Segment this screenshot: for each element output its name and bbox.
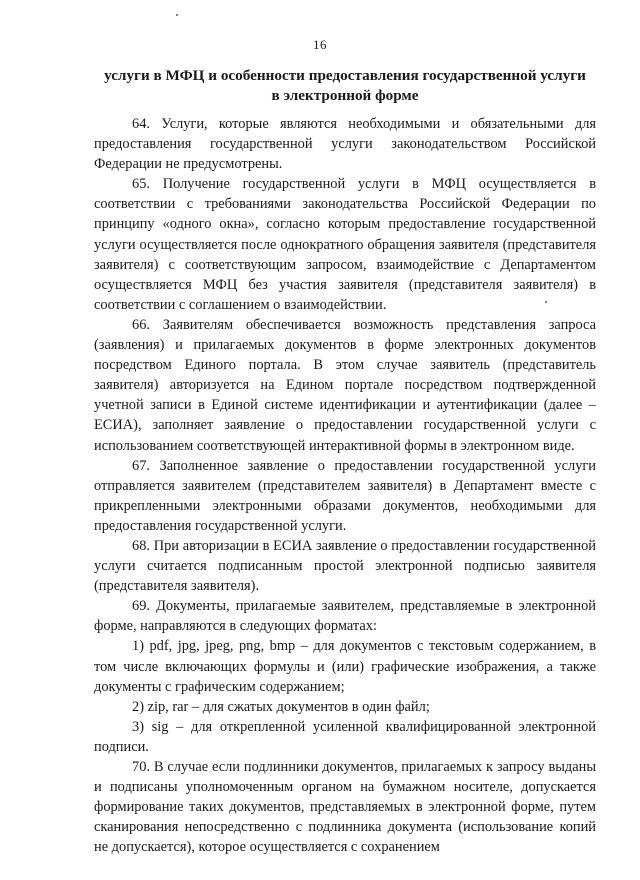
section-heading-line-1: услуги в МФЦ и особенности предоставления государственной услуги	[104, 67, 586, 84]
paragraph-70: 70. В случае если подлинники документов, прилагаемых к запросу выданы и подписаны уполномоченным органом на бумажном носителе, допускается формирование таких документов, представляемых в электронной форме, путем сканирования непосредственно с подлинника документа (использование копий не допускается), которое осуществляется с сохранением	[94, 759, 596, 856]
format-list-item-2: 2) zip, rar – для сжатых документов в один файл;	[132, 698, 430, 715]
format-list-item-3: 3) sig – для открепленной усиленной квалифицированной электронной подписи.	[94, 718, 596, 755]
paragraph-69: 69. Документы, прилагаемые заявителем, представляемые в электронной форме, направляются в следующих форматах:	[94, 598, 596, 635]
format-list-item-1: 1) pdf, jpg, jpeg, png, bmp – для документов с текстовым содержанием, в том числе включающих формулы и (или) графические изображения, а также документы с графическим содержанием;	[94, 638, 596, 695]
paragraph-64: 64. Услуги, которые являются необходимыми и обязательными для предоставления государственной услуги законодательством Российской Федерации не предусмотрены.	[94, 116, 596, 173]
paragraph-68: 68. При авторизации в ЕСИА заявление о предоставлении государственной услуги считается подписанным простой электронной подписью заявителя (представителя заявителя).	[94, 537, 596, 595]
paragraph-66: 66. Заявителям обеспечивается возможность представления запроса (заявления) и прилагаемых документов в форме электронных документов посредством Единого портала. В этом случае заявитель (представитель заявителя) авторизуется на Едином портале посредством подтвержденной учетной записи в Единой системе идентификации и аутентификации (далее – ЕСИА), заполняет заявление о предоставлении государственной услуги с использованием соответствующей интерактивной формы в электронном виде.	[94, 316, 596, 454]
scan-speck	[545, 301, 547, 303]
section-heading	[95, 66, 595, 106]
paragraph-65: 65. Получение государственной услуги в МФЦ осуществляется в соответствии с требованиями законодательства Российской Федерации по принципу «одного окна», согласно которым предоставление государственной услуги осуществляется после однократного обращения заявителя (представителя заявителя) с соответствующим запросом, взаимодействие с Департаментом осуществляется МФЦ без участия заявителя (представителя заявителя) в соответствии с соглашением о взаимодействии.	[94, 176, 596, 313]
scan-speck	[176, 14, 178, 16]
document-body	[94, 114, 596, 857]
section-heading-line-2: в электронной форме	[271, 87, 419, 104]
page-number: 16	[313, 37, 327, 52]
paragraph-67: 67. Заполненное заявление о предоставлении государственной услуги отправляется заявителем (представителем заявителя) в Департамент вместе с прикрепленными электронными образами документов, необходимыми для предоставления государственной услуги.	[94, 457, 596, 534]
